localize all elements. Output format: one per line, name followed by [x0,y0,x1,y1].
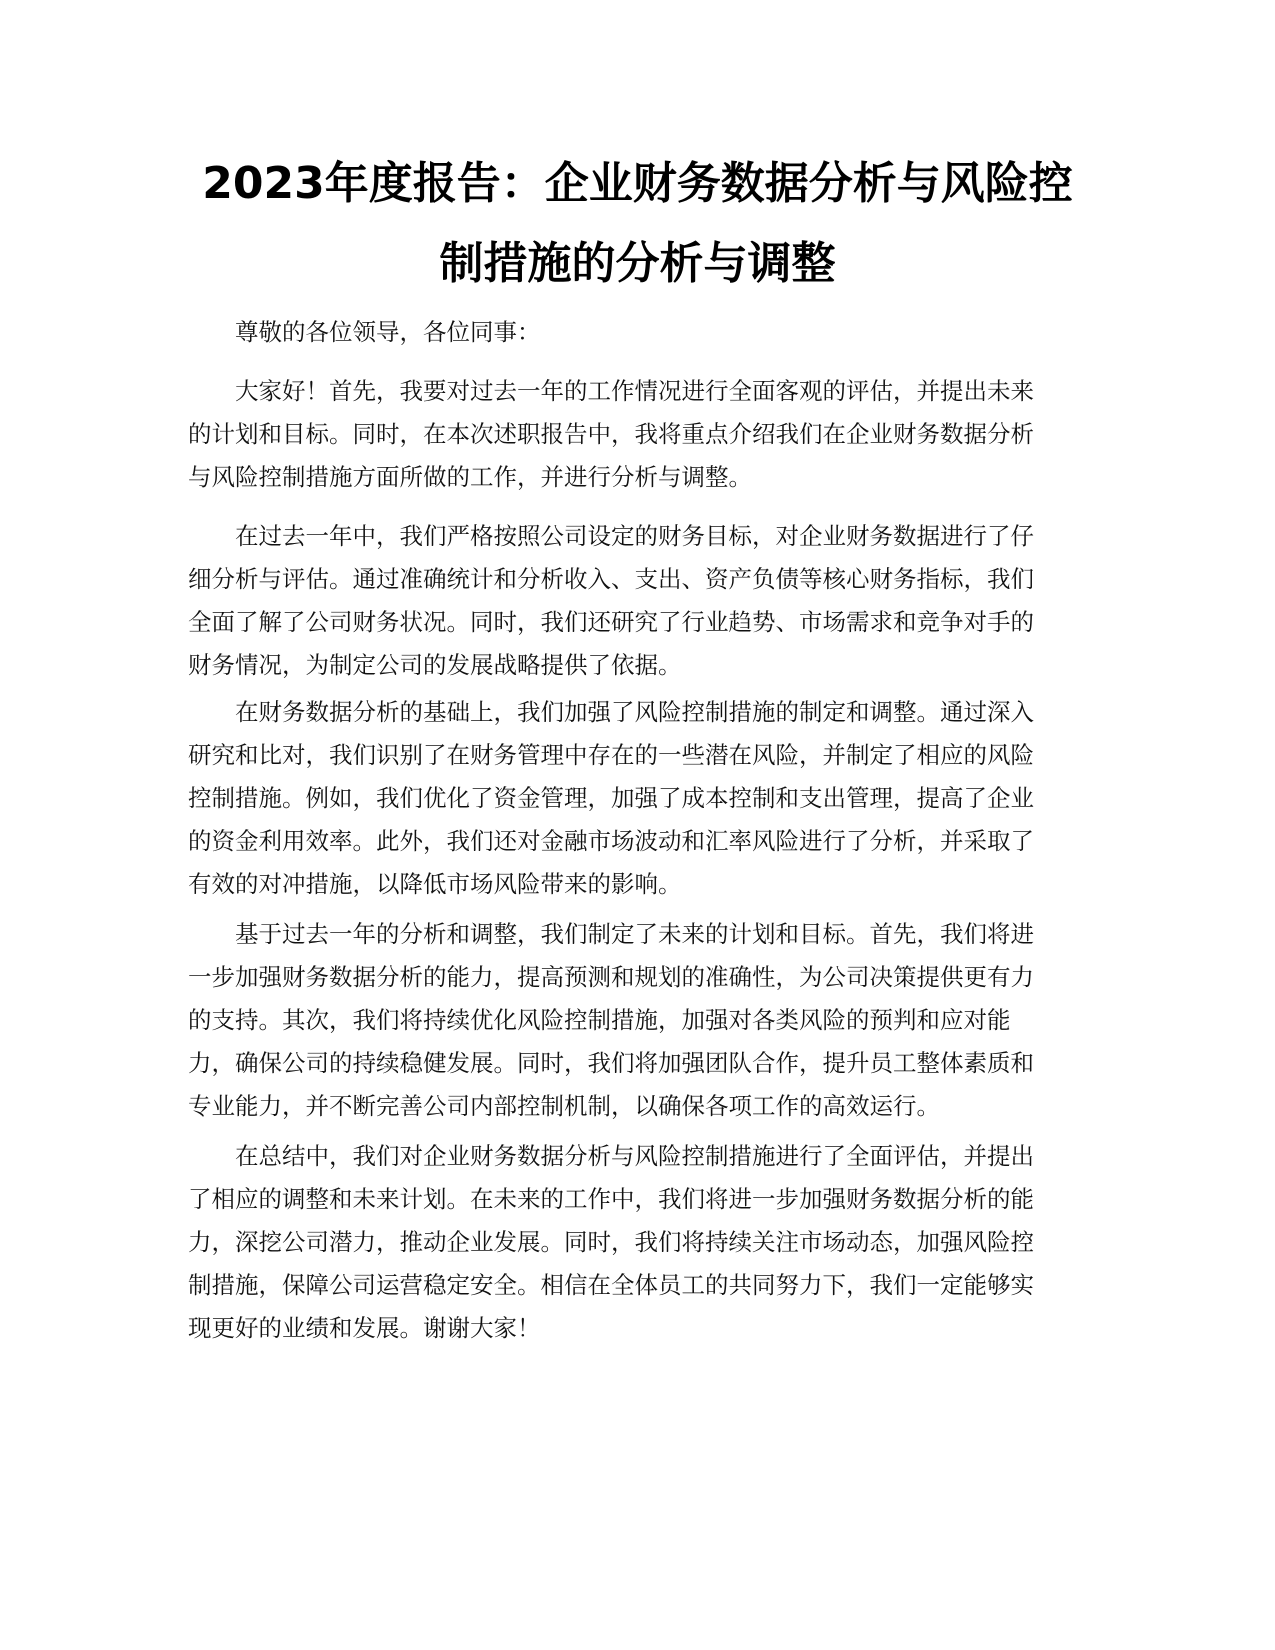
greeting-paragraph [188,311,1088,354]
paragraph-line: 的资金利用效率。此外，我们还对金融市场波动和汇率风险进行了分析，并采取了 [188,827,1034,855]
paragraph-line: 力，确保公司的持续稳健发展。同时，我们将加强团队合作，提升员工整体素质和 [188,1049,1034,1077]
paragraph-4 [188,913,1088,1128]
paragraph-3 [188,691,1088,906]
paragraph-line: 控制措施。例如，我们优化了资金管理，加强了成本控制和支出管理，提高了企业 [188,784,1034,812]
paragraph-2 [188,515,1088,687]
paragraph-line: 的支持。其次，我们将持续优化风险控制措施，加强对各类风险的预判和应对能 [188,1006,1011,1034]
paragraph-line: 力，深挖公司潜力，推动企业发展。同时，我们将持续关注市场动态，加强风险控 [188,1228,1034,1256]
paragraph-line: 一步加强财务数据分析的能力，提高预测和规划的准确性，为公司决策提供更有力 [188,963,1034,991]
paragraph-line: 有效的对冲措施，以降低市场风险带来的影响。 [188,870,682,898]
greeting-line: 尊敬的各位领导，各位同事： [235,318,541,346]
paragraph-line: 在财务数据分析的基础上，我们加强了风险控制措施的制定和调整。通过深入 [235,698,1034,726]
paragraph-line: 了相应的调整和未来计划。在未来的工作中，我们将进一步加强财务数据分析的能 [188,1185,1034,1213]
paragraph-line: 现更好的业绩和发展。谢谢大家！ [188,1314,541,1342]
document-title-line-2: 制措施的分析与调整 [439,238,836,289]
paragraph-line: 在过去一年中，我们严格按照公司设定的财务目标，对企业财务数据进行了仔 [235,522,1034,550]
paragraph-line: 财务情况，为制定公司的发展战略提供了依据。 [188,651,682,679]
paragraph-5 [188,1135,1088,1350]
paragraph-line: 制措施，保障公司运营稳定安全。相信在全体员工的共同努力下，我们一定能够实 [188,1271,1034,1299]
paragraph-line: 细分析与评估。通过准确统计和分析收入、支出、资产负债等核心财务指标，我们 [188,565,1034,593]
paragraph-line: 全面了解了公司财务状况。同时，我们还研究了行业趋势、市场需求和竞争对手的 [188,608,1034,636]
paragraph-line: 大家好！首先，我要对过去一年的工作情况进行全面客观的评估，并提出未来 [235,377,1034,405]
paragraph-line: 研究和比对，我们识别了在财务管理中存在的一些潜在风险，并制定了相应的风险 [188,741,1034,769]
paragraph-1 [188,370,1088,499]
paragraph-line: 的计划和目标。同时，在本次述职报告中，我将重点介绍我们在企业财务数据分析 [188,420,1034,448]
paragraph-line: 基于过去一年的分析和调整，我们制定了未来的计划和目标。首先，我们将进 [235,920,1034,948]
paragraph-line: 专业能力，并不断完善公司内部控制机制，以确保各项工作的高效运行。 [188,1092,940,1120]
paragraph-line: 与风险控制措施方面所做的工作，并进行分析与调整。 [188,463,752,491]
paragraph-line: 在总结中，我们对企业财务数据分析与风险控制措施进行了全面评估，并提出 [235,1142,1034,1170]
document-title-line-1: 2023年度报告：企业财务数据分析与风险控 [202,158,1073,209]
